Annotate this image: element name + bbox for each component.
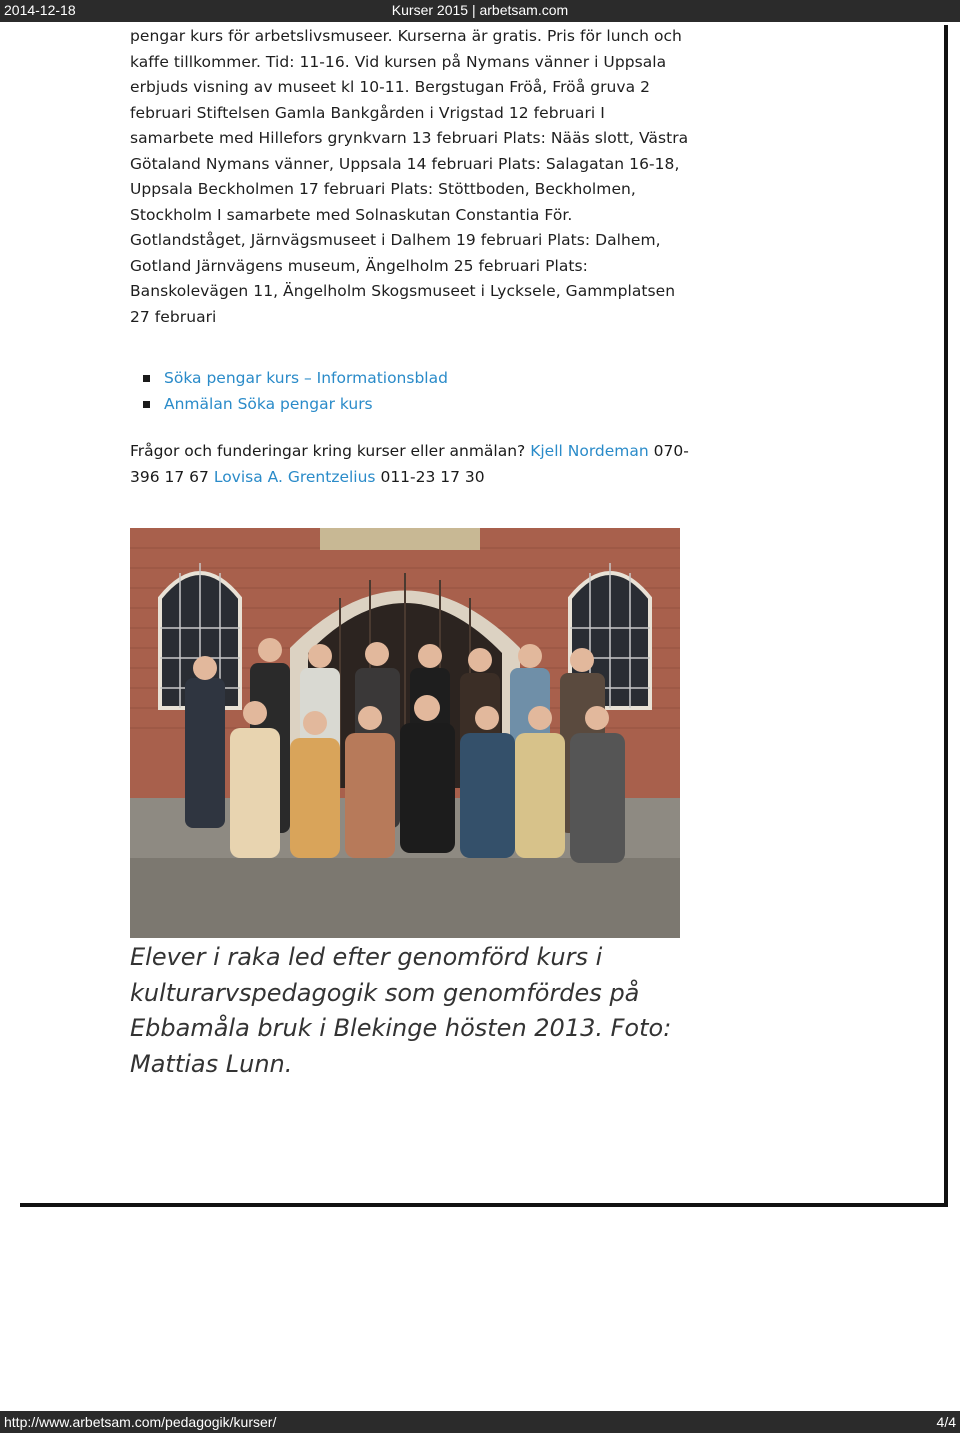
document-links	[130, 366, 690, 417]
print-footer	[0, 1411, 960, 1433]
photo-caption: Elever i raka led efter genomförd kurs i kulturarvspedagogik som genomfördes på Ebbamåla bruk i Blekinge hösten 2013. Foto: Mattias Lunn.	[130, 943, 672, 1078]
page-frame-bottom	[20, 1203, 948, 1207]
group-photo	[130, 528, 680, 938]
article-content	[130, 24, 690, 490]
anmalan-link[interactable]: Anmälan Söka pengar kurs	[164, 394, 373, 413]
list-item	[164, 366, 690, 392]
contact-kjell-link[interactable]: Kjell Nordeman	[530, 442, 649, 460]
group-photo-illustration	[130, 528, 680, 938]
course-paragraph: pengar kurs för arbetslivsmuseer. Kurserna är gratis. Pris för lunch och kaffe tillkommer. Tid: 11-16. Vid kursen på Nymans vänner i Uppsala erbjuds visning av museet kl 10-11. Bergstugan Fröå, Fröå gruva 2 februari Stiftelsen Gamla Bankgården i Vrigstad 12 februari I samarbete med Hillefors grynkvarn 13 februari Plats: Nääs slott, Västra Götaland Nymans vänner, Uppsala 14 februari Plats: Salagatan 16-18, Uppsala Beckholmen 17 februari Plats: Stöttboden, Beckholmen, Stockholm I samarbete med Solnaskutan Constantia För. Gotlandståget, Järnvägsmuseet i Dalhem 19 februari Plats: Dalhem, Gotland Järnvägens museum, Ängelholm 25 februari Plats: Banskolevägen 11, Ängelholm Skogsmuseet i Lycksele, Gammplatsen 27 februari	[130, 27, 689, 326]
contact-lovisa-link[interactable]: Lovisa A. Grentzelius	[213, 467, 376, 486]
square-bullet-icon	[143, 401, 150, 408]
print-header	[0, 0, 960, 22]
contact-info	[130, 439, 690, 490]
print-page-title: Kurser 2015 | arbetsam.com	[391, 2, 569, 18]
informationsblad-link[interactable]: Söka pengar kurs – Informationsblad	[164, 369, 448, 387]
list-item	[164, 392, 690, 418]
page-frame-right	[944, 25, 948, 1207]
contact-phone-1: 070-396 17 67	[130, 442, 689, 486]
print-date: 2014-12-18	[4, 2, 76, 18]
page-number: 4/4	[936, 1414, 956, 1430]
contact-phone-2: 011-23 17 30	[380, 467, 485, 486]
square-bullet-icon	[143, 375, 150, 382]
contact-question: Frågor och funderingar kring kurser eller anmälan?	[130, 442, 526, 460]
page-url: http://www.arbetsam.com/pedagogik/kurser/	[4, 1414, 277, 1430]
